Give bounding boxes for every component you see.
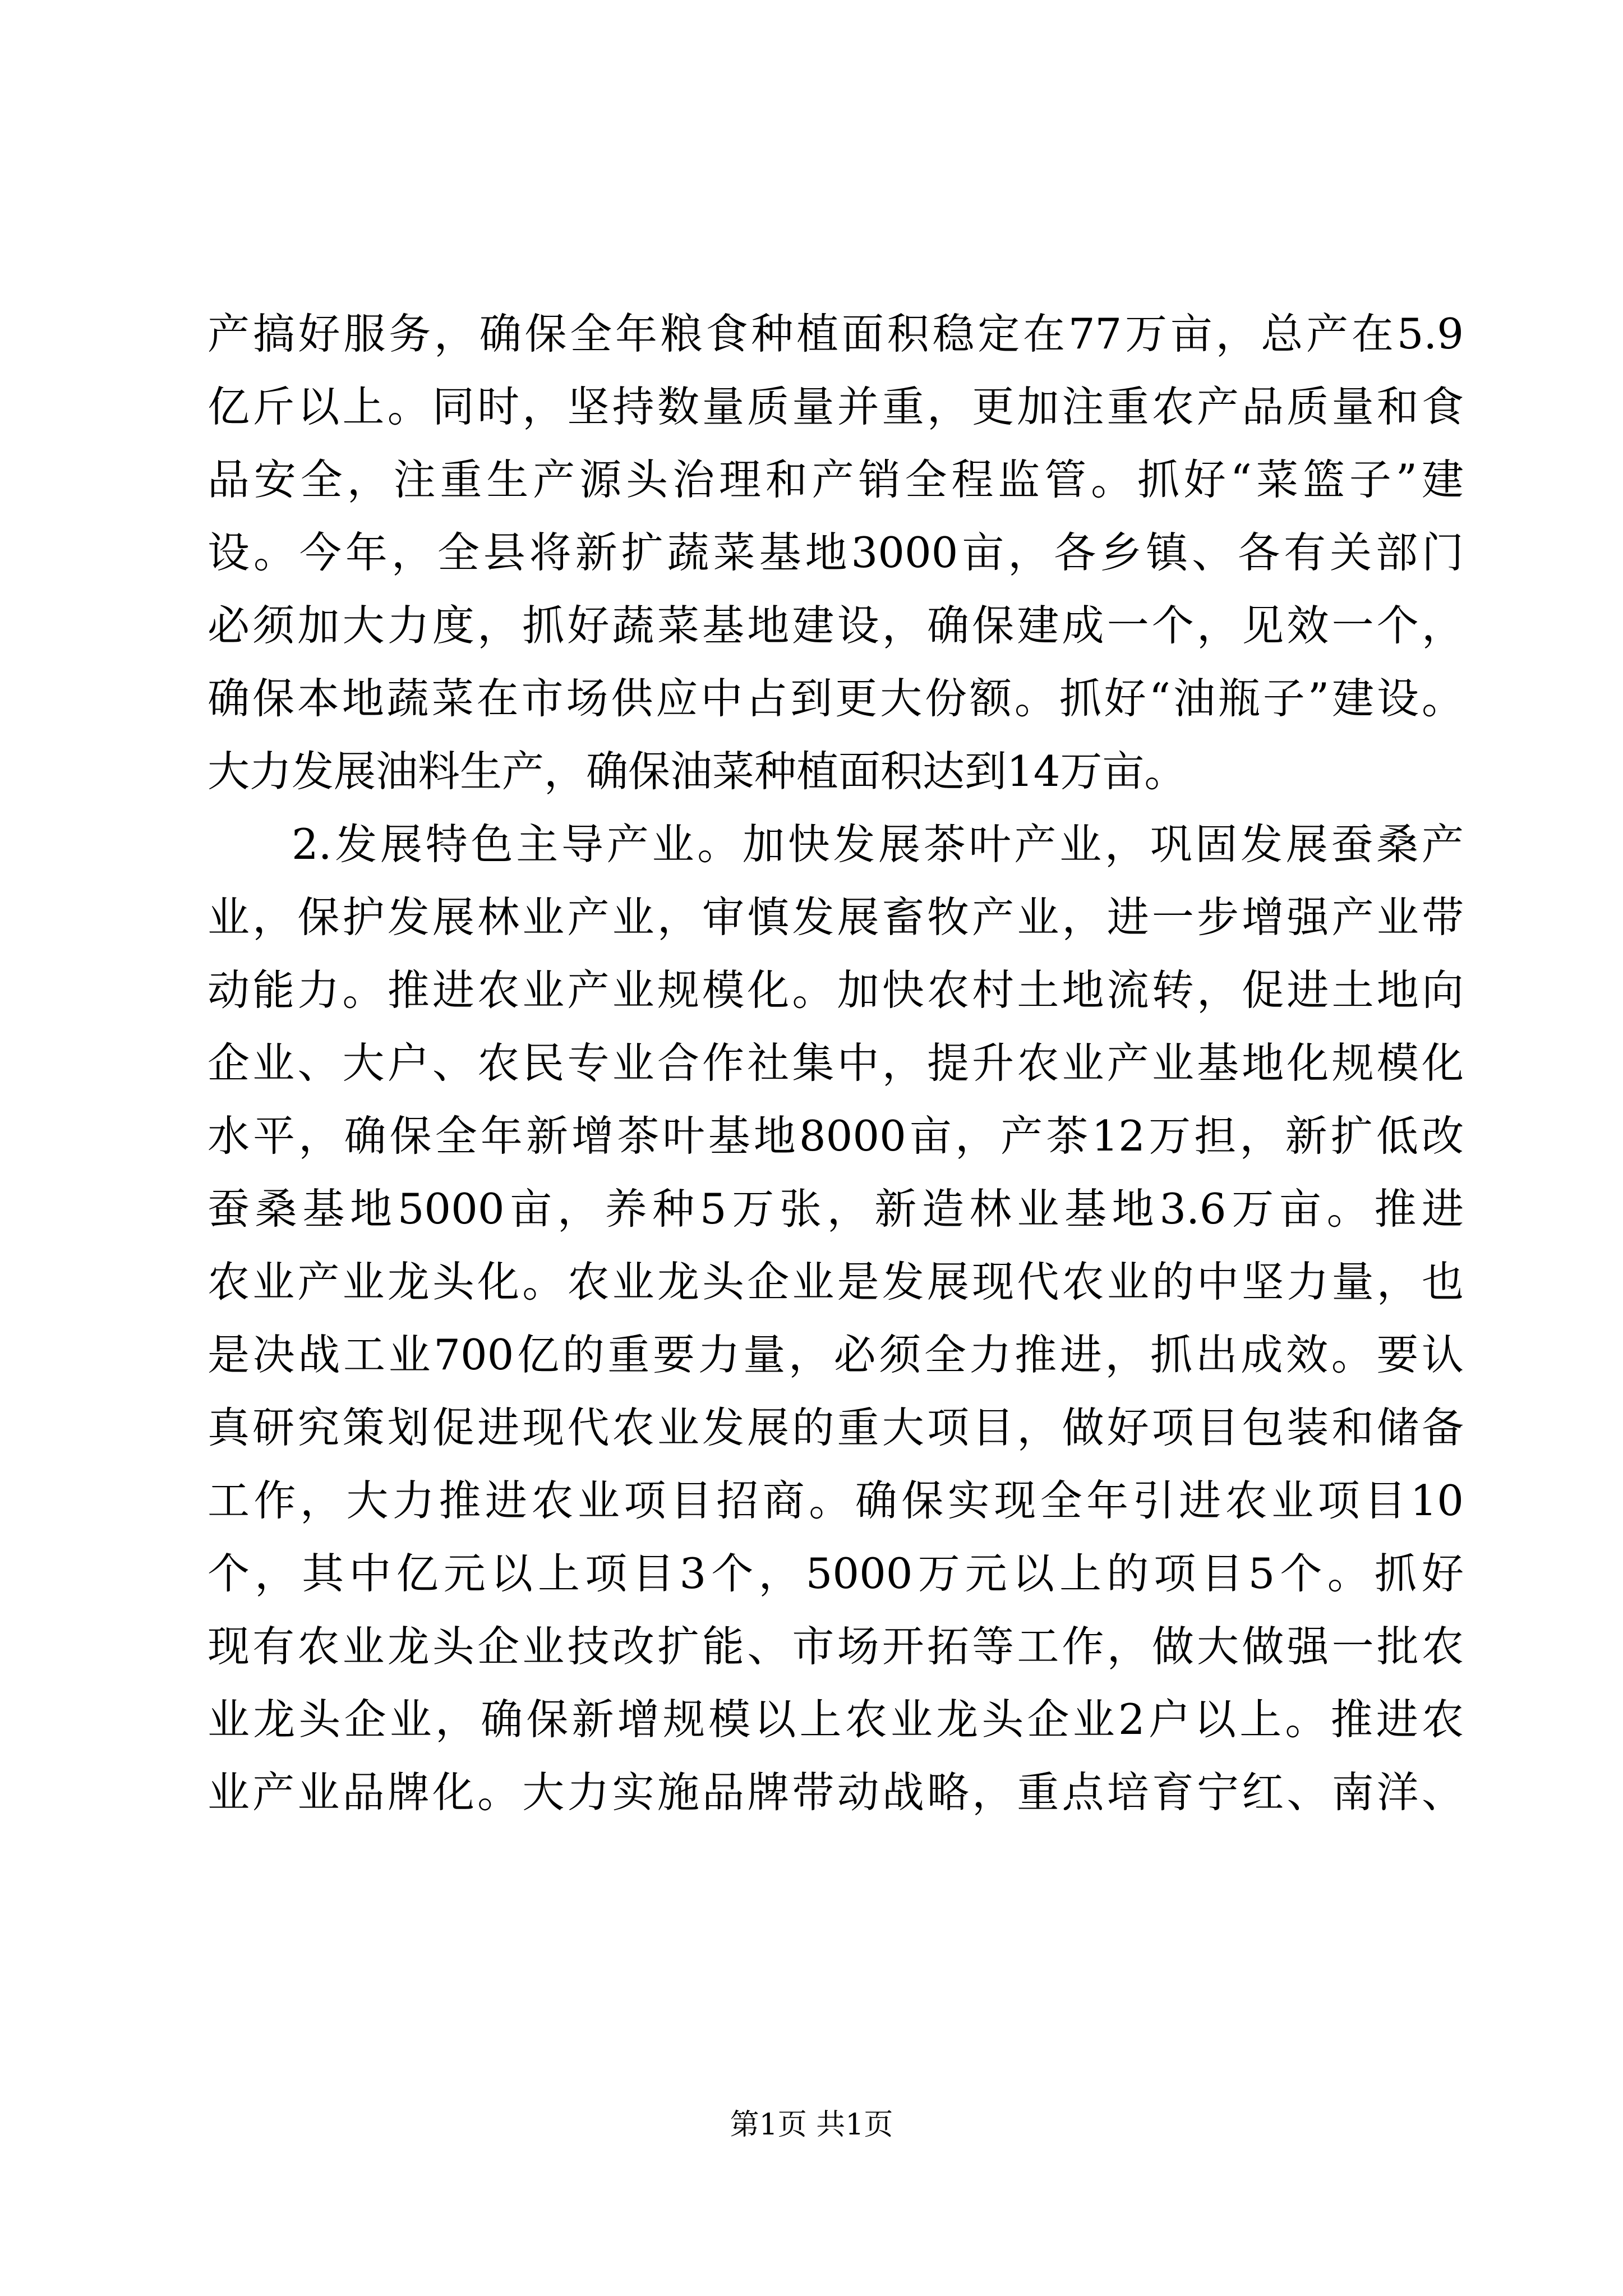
text-line: 业产业品牌化。大力实施品牌带动战略，重点培育宁红、南洋、	[208, 1768, 1464, 1817]
text-line: 大力发展油料生产，确保油菜种植面积达到14万亩。	[208, 747, 1187, 796]
text-line: 现有农业龙头企业技改扩能、市场开拓等工作，做大做强一批农	[208, 1622, 1464, 1671]
text-line: 农业产业龙头化。农业龙头企业是发展现代农业的中坚力量，也	[208, 1257, 1464, 1306]
text-line: 亿斤以上。同时，坚持数量质量并重，更加注重农产品质量和食	[208, 382, 1464, 431]
text-line: 水平，确保全年新增茶叶基地8000亩，产茶12万担，新扩低改	[208, 1111, 1464, 1161]
text-line: 产搞好服务，确保全年粮食种植面积稳定在77万亩，总产在5.9	[208, 309, 1464, 358]
text-line: 动能力。推进农业产业规模化。加快农村土地流转，促进土地向	[208, 965, 1464, 1015]
text-line: 蚕桑基地5000亩，养种5万张，新造林业基地3.6万亩。推进	[208, 1184, 1464, 1234]
text-line: 个，其中亿元以上项目3个，5000万元以上的项目5个。抓好	[208, 1549, 1464, 1598]
text-line: 业，保护发展林业产业，审慎发展畜牧产业，进一步增强产业带	[208, 892, 1464, 942]
text-line: 是决战工业700亿的重要力量，必须全力推进，抓出成效。要认	[208, 1330, 1464, 1379]
text-line: 确保本地蔬菜在市场供应中占到更大份额。抓好“油瓶子”建设。	[208, 674, 1464, 723]
text-line: 必须加大力度，抓好蔬菜基地建设，确保建成一个，见效一个，	[208, 601, 1464, 650]
text-line: 设。今年，全县将新扩蔬菜基地3000亩，各乡镇、各有关部门	[208, 528, 1464, 577]
text-line: 2.发展特色主导产业。加快发展茶叶产业，巩固发展蚕桑产	[292, 820, 1464, 869]
text-line: 工作，大力推进农业项目招商。确保实现全年引进农业项目10	[208, 1476, 1464, 1525]
body-text	[208, 297, 1464, 1829]
page-footer: 第1页 共1页	[730, 2108, 893, 2142]
text-line: 企业、大户、农民专业合作社集中，提升农业产业基地化规模化	[208, 1038, 1464, 1088]
text-line: 真研究策划促进现代农业发展的重大项目，做好项目包装和储备	[208, 1403, 1464, 1452]
text-line: 业龙头企业，确保新增规模以上农业龙头企业2户以上。推进农	[208, 1695, 1464, 1744]
text-line: 品安全，注重生产源头治理和产销全程监管。抓好“菜篮子”建	[208, 455, 1464, 504]
